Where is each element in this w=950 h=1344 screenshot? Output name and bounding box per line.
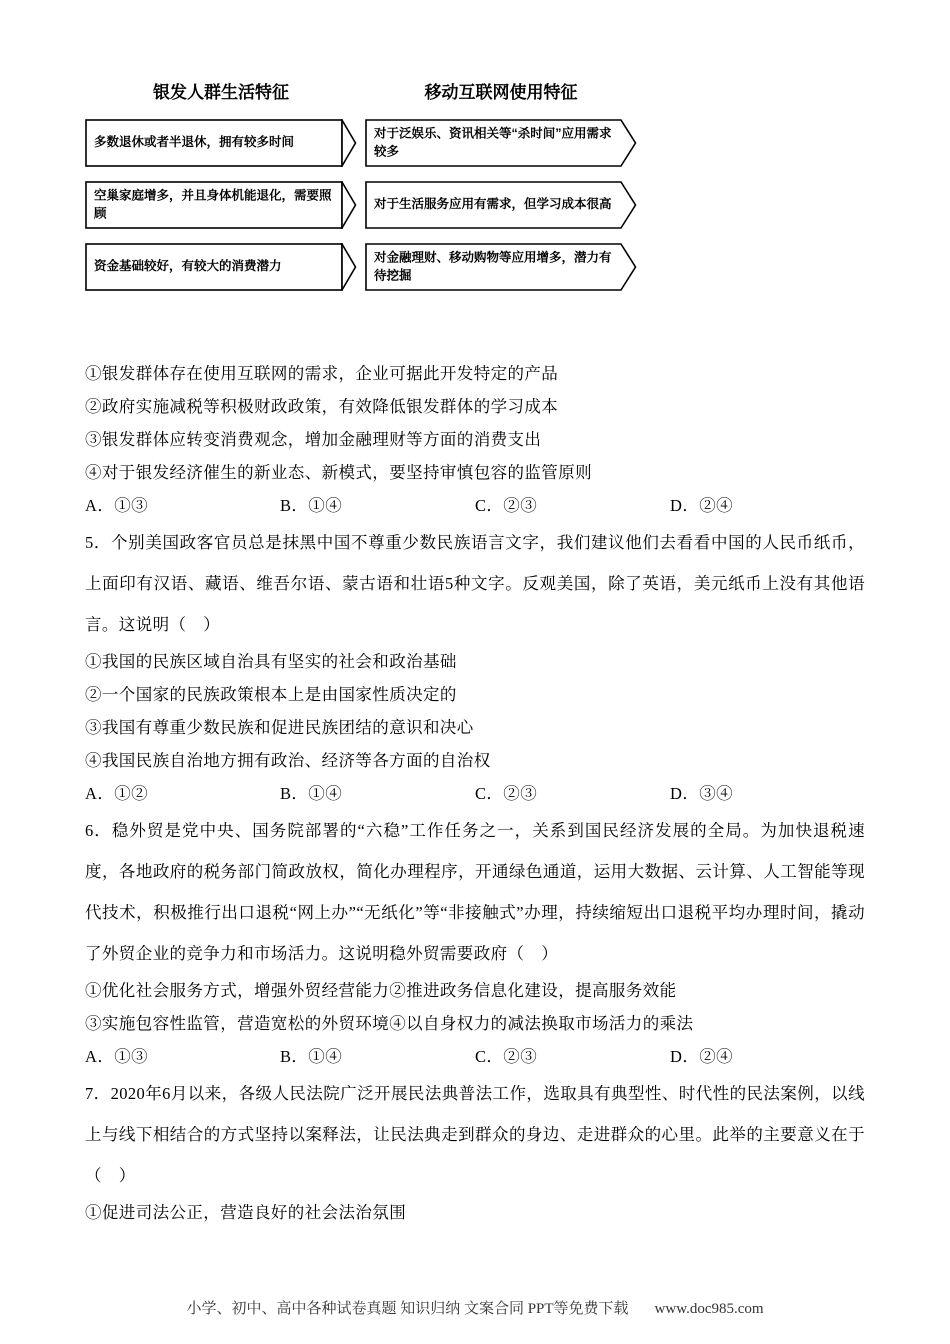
- q4-choice-a: A．①③: [85, 496, 149, 515]
- diagram-box-text: 空巢家庭增多，并且身体机能退化，需要照顾: [94, 188, 332, 220]
- q5-stem: 5．个别美国政客官员总是抹黑中国不尊重少数民族语言文字，我们建议他们去看看中国的人民币纸币，上面印有汉语、藏语、维吾尔语、蒙古语和壮语5种文字。反观美国，除了英语，美元纸币上没有其他语言。这说明（ ）: [85, 533, 865, 634]
- q6-option-line-2: ③实施包容性监管，营造宽松的外贸环境④以自身权力的减法换取市场活力的乘法: [85, 1014, 694, 1033]
- q4-option-3: ③银发群体应转变消费观念，增加金融理财等方面的消费支出: [85, 430, 542, 449]
- q4-option-1: ①银发群体存在使用互联网的需求，企业可据此开发特定的产品: [85, 364, 559, 383]
- q4-option-4: ④对于银发经济催生的新业态、新模式，要坚持审慎包容的监管原则: [85, 463, 592, 482]
- diagram-box-text: 对金融理财、移动购物等应用增多，潜力有待挖掘: [374, 250, 612, 282]
- question-body: [85, 357, 865, 1229]
- diagram-row-2: [85, 181, 645, 229]
- diagram-row1-left-box: [85, 119, 357, 167]
- q4-choices: [85, 489, 865, 522]
- diagram-headers: [85, 78, 645, 103]
- q5-choice-d: D．③④: [670, 784, 734, 803]
- q4-option-2: ②政府实施减税等积极财政政策，有效降低银发群体的学习成本: [85, 397, 559, 416]
- footer-site-text: 小学、初中、高中各种试卷真题 知识归纳 文案合同 PPT等免费下载: [186, 1301, 629, 1317]
- q5-option-2: ②一个国家的民族政策根本上是由国家性质决定的: [85, 685, 457, 704]
- q4-choice-b: B．①④: [280, 496, 343, 515]
- q4-choice-d: D．②④: [670, 496, 734, 515]
- diagram-box-text: 多数退休或者半退休，拥有较多时间: [94, 135, 295, 150]
- diagram-row1-right-box: [365, 119, 637, 167]
- silver-economy-diagram: [85, 78, 645, 291]
- q6-choice-c: C．②③: [475, 1047, 538, 1066]
- q5-option-4: ④我国民族自治地方拥有政治、经济等各方面的自治权: [85, 751, 491, 770]
- q6-stem: 6．稳外贸是党中央、国务院部署的“六稳”工作任务之一，关系到国民经济发展的全局。为加快退税速度，各地政府的税务部门简政放权，简化办理程序，开通绿色通道，运用大数据、云计算、人工智能等现代技术，积极推行出口退税“网上办”“无纸化”等“非接触式”办理，持续缩短出口退税平均办理时间，撬动了外贸企业的竞争力和市场活力。这说明稳外贸需要政府（ ）: [85, 821, 865, 963]
- page-footer: [0, 1297, 950, 1318]
- diagram-left-header: 银发人群生活特征: [153, 83, 289, 102]
- footer-site-url: www.doc985.com: [654, 1301, 764, 1317]
- q7-option-1: ①促进司法公正，营造良好的社会法治氛围: [85, 1203, 407, 1222]
- q5-choice-a: A．①②: [85, 784, 149, 803]
- diagram-row3-right-box: [365, 243, 637, 291]
- q5-choice-c: C．②③: [475, 784, 538, 803]
- q4-choice-c: C．②③: [475, 496, 538, 515]
- q6-choices: [85, 1040, 865, 1073]
- diagram-right-header: 移动互联网使用特征: [424, 83, 578, 102]
- diagram-box-text: 对于生活服务应用有需求，但学习成本很高: [374, 197, 612, 212]
- q5-option-3: ③我国有尊重少数民族和促进民族团结的意识和决心: [85, 718, 474, 737]
- q5-option-1: ①我国的民族区域自治具有坚实的社会和政治基础: [85, 652, 457, 671]
- q6-choice-b: B．①④: [280, 1047, 343, 1066]
- q6-choice-a: A．①③: [85, 1047, 149, 1066]
- diagram-row-1: [85, 119, 645, 167]
- q5-choice-b: B．①④: [280, 784, 343, 803]
- diagram-row3-left-box: [85, 243, 357, 291]
- diagram-box-text: 对于泛娱乐、资讯相关等“杀时间”应用需求较多: [374, 126, 612, 158]
- diagram-row2-left-box: [85, 181, 357, 229]
- diagram-row2-right-box: [365, 181, 637, 229]
- q6-option-line-1: ①优化社会服务方式，增强外贸经营能力②推进政务信息化建设，提高服务效能: [85, 981, 677, 1000]
- q5-choices: [85, 777, 865, 810]
- q7-stem: 7．2020年6月以来，各级人民法院广泛开展民法典普法工作，选取具有典型性、时代性的民法案例，以线上与线下相结合的方式坚持以案释法，让民法典走到群众的身边、走进群众的心里。此举的主要意义在于（ ）: [85, 1084, 865, 1185]
- q6-choice-d: D．②④: [670, 1047, 734, 1066]
- diagram-row-3: [85, 243, 645, 291]
- diagram-box-text: 资金基础较好，有较大的消费潜力: [94, 259, 282, 274]
